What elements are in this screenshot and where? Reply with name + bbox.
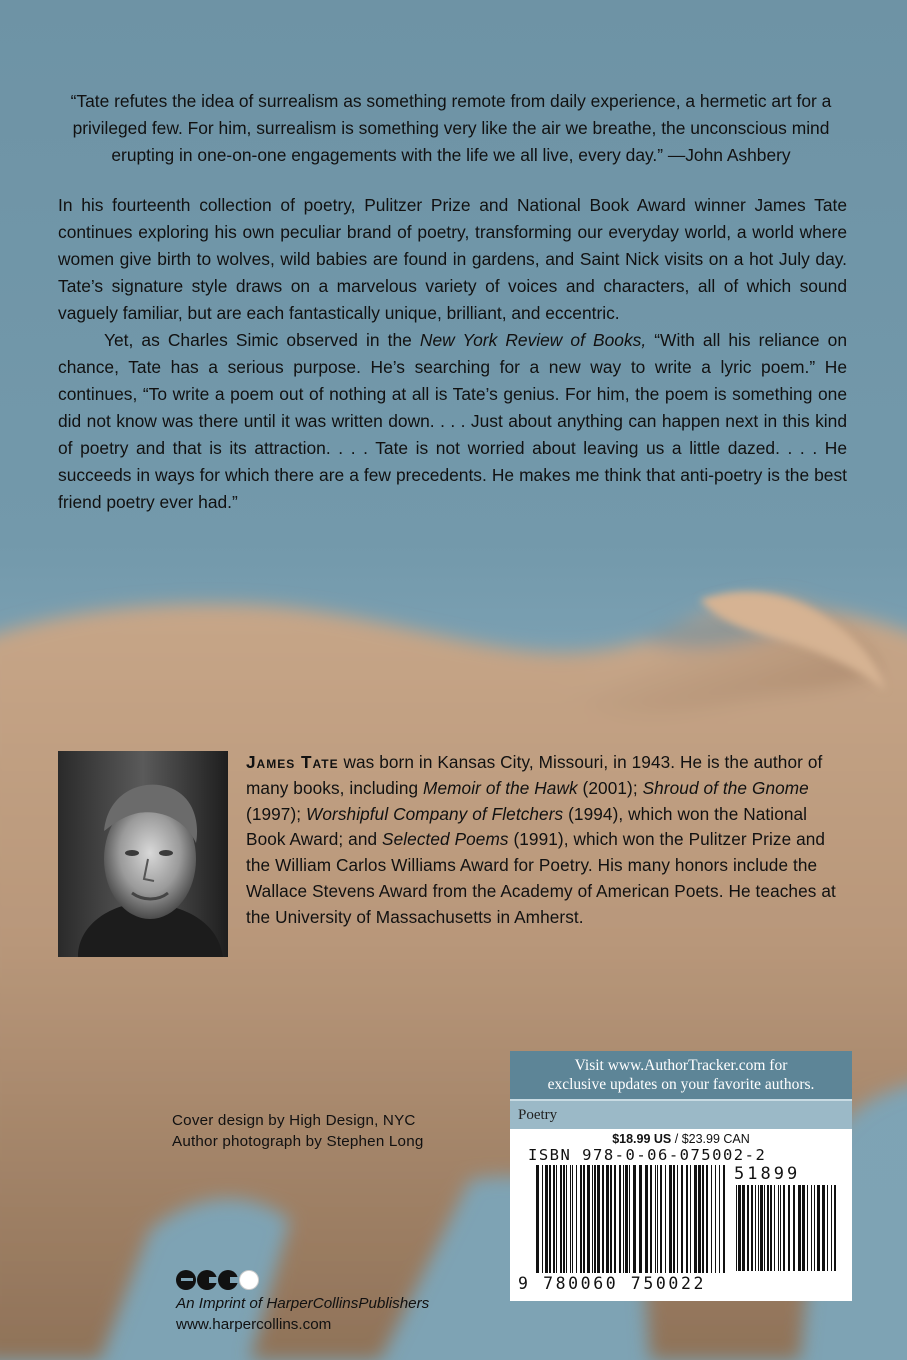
author-bio xyxy=(246,750,849,931)
barcode-bar xyxy=(576,1165,577,1273)
book-title-2: Shroud of the Gnome xyxy=(642,777,809,798)
barcode-bar xyxy=(639,1165,642,1273)
praise-quote xyxy=(45,88,857,169)
barcode-bar xyxy=(807,1185,808,1271)
price-us: $18.99 US xyxy=(612,1132,672,1146)
publisher-block xyxy=(176,1270,429,1335)
barcode-bar xyxy=(834,1185,836,1271)
barcode-bar xyxy=(758,1185,759,1271)
ecco-logo-c-icon xyxy=(218,1270,238,1290)
barcode-bar xyxy=(556,1165,557,1273)
barcode-bar xyxy=(542,1165,543,1273)
barcode-bar xyxy=(706,1165,708,1273)
isbn-number: ISBN 978-0-06-075002-2 xyxy=(528,1146,767,1164)
imprint-publishers: Publishers xyxy=(358,1295,430,1312)
ean-digits: 9 780060 750022 xyxy=(518,1274,707,1293)
credits xyxy=(172,1110,423,1152)
barcode-bar xyxy=(738,1185,741,1271)
barcode-box xyxy=(510,1129,852,1301)
barcode-bar xyxy=(553,1165,555,1273)
ecco-logo-e-icon xyxy=(176,1270,196,1290)
barcode-bar xyxy=(602,1165,604,1273)
barcode-bar xyxy=(592,1165,593,1273)
barcode-bar xyxy=(690,1165,691,1273)
author-name: James Tate xyxy=(246,752,339,772)
barcode-bar xyxy=(788,1185,790,1271)
barcode-bar xyxy=(760,1185,763,1271)
barcode-bar xyxy=(694,1165,697,1273)
barcode-bar xyxy=(610,1165,612,1273)
barcode-bar xyxy=(698,1165,701,1273)
author-photo xyxy=(58,751,228,957)
barcode-bar xyxy=(655,1165,656,1273)
barcode-bar xyxy=(560,1165,562,1273)
barcode-bar xyxy=(619,1165,621,1273)
paragraph-2-text-a: Yet, as Charles Simic observed in the xyxy=(104,330,420,350)
genre-box xyxy=(510,1099,852,1129)
barcode-bar xyxy=(570,1165,571,1273)
barcode-bar xyxy=(614,1165,616,1273)
barcode-bar xyxy=(751,1185,753,1271)
ean-barcode xyxy=(536,1165,726,1273)
description-paragraph-2 xyxy=(58,327,847,516)
ecco-logo-c-icon xyxy=(197,1270,217,1290)
imprint-text: An Imprint of HarperCollins xyxy=(176,1295,359,1312)
barcode-bar xyxy=(665,1165,666,1273)
barcode-bar xyxy=(686,1165,688,1273)
bio-text-2: (2001); xyxy=(577,777,643,798)
barcode-bar xyxy=(802,1185,805,1271)
barcode-addon-digits: 51899 xyxy=(734,1164,801,1184)
barcode-bar xyxy=(747,1185,749,1271)
barcode-bar xyxy=(623,1165,624,1273)
barcode-bar xyxy=(783,1185,785,1271)
author-tracker-line-2: exclusive updates on your favorite authors. xyxy=(547,1076,815,1093)
barcode-bar xyxy=(673,1165,675,1273)
barcode-bar xyxy=(645,1165,648,1273)
author-tracker-line-1: Visit www.AuthorTracker.com for xyxy=(574,1057,788,1074)
book-description xyxy=(58,192,847,516)
barcode-bar xyxy=(793,1185,795,1271)
barcode-bar xyxy=(774,1185,775,1271)
bio-text-4: (1994), which won the National Book Award; and xyxy=(246,803,808,850)
barcode-bar xyxy=(549,1165,551,1273)
author-tracker-banner xyxy=(510,1051,852,1099)
barcode-bar xyxy=(764,1185,765,1271)
barcode-bar xyxy=(660,1165,662,1273)
barcode-bar xyxy=(723,1165,725,1273)
barcode-bar xyxy=(822,1185,825,1271)
cover-design-credit: Cover design by High Design, NYC xyxy=(172,1112,416,1129)
book-title-1: Memoir of the Hawk xyxy=(423,777,578,798)
barcode-bar xyxy=(625,1165,628,1273)
paragraph-2-text-b: “With all his reliance on chance, Tate has a serious purpose. He’s searching for a new way to write a lyric poem.” He continues, “To write a poem out of nothing at all is Tate’s genius. For him, the poem is something one did not know was there until it was written down. . . . Just about anything can happen next in this kind of poetry and that is its attraction. . . . Tate is not worried about leaving us a little dazed. . . . He succeeds in ways for which there are a few precedents. He makes me think that anti-poetry is the best friend poetry ever had.” xyxy=(58,330,848,512)
barcode-bar xyxy=(755,1185,756,1271)
barcode-bar xyxy=(606,1165,609,1273)
quote-text: “Tate refutes the idea of surrealism as something remote from daily experience, a hermetic art for a privileged few. For him, surrealism is something very like the air we breathe, the unconscious mind erupting in one-on-one engagements with the life we all live, every day.” —John Ashbery xyxy=(70,91,832,165)
barcode-bar xyxy=(633,1165,636,1273)
barcode-bar xyxy=(566,1165,567,1273)
ecco-logo-o-icon xyxy=(239,1270,259,1290)
barcode-bar xyxy=(742,1185,745,1271)
photo-credit: Author photograph by Stephen Long xyxy=(172,1133,424,1150)
barcode-bar xyxy=(811,1185,812,1271)
barcode-bar xyxy=(767,1185,769,1271)
barcode-bar xyxy=(669,1165,672,1273)
barcode-bar xyxy=(778,1185,779,1271)
barcode-bar xyxy=(719,1165,720,1273)
barcode-bar xyxy=(536,1165,539,1273)
ecco-logo xyxy=(176,1270,429,1290)
barcode-bar xyxy=(594,1165,596,1273)
price xyxy=(510,1132,852,1146)
barcode-bar xyxy=(827,1185,828,1271)
barcode-bar xyxy=(677,1165,678,1273)
barcode-bar xyxy=(587,1165,590,1273)
barcode-bar xyxy=(814,1185,815,1271)
price-can: / $23.99 CAN xyxy=(671,1132,750,1146)
barcode-bar xyxy=(831,1185,832,1271)
bio-text-1: was born in Kansas City, Missouri, in 1943. He is the author of many books, including xyxy=(246,752,823,798)
barcode-bar xyxy=(711,1165,712,1273)
book-title-3: Worshipful Company of Fletchers xyxy=(306,803,564,824)
barcode-bar xyxy=(657,1165,658,1273)
barcode-bar xyxy=(798,1185,801,1271)
barcode-bar xyxy=(629,1165,630,1273)
barcode-bar xyxy=(545,1165,548,1273)
barcode-bar xyxy=(580,1165,582,1273)
addon-barcode xyxy=(736,1185,840,1271)
barcode-bar xyxy=(770,1185,772,1271)
barcode-bar xyxy=(817,1185,820,1271)
publisher-website[interactable]: www.harpercollins.com xyxy=(176,1316,332,1333)
barcode-bar xyxy=(583,1165,585,1273)
publication-title: New York Review of Books, xyxy=(419,330,647,350)
bio-text-5: (1991), which won the Pulitzer Prize and the William Carlos Williams Award for Poetry. His many honors include the Wallace Stevens Award from the Academy of American Poets. He teaches at the University of Massachusetts in Amherst. xyxy=(246,829,836,927)
barcode-bar xyxy=(702,1165,704,1273)
barcode-bar xyxy=(715,1165,716,1273)
barcode-bar xyxy=(780,1185,781,1271)
book-title-4: Selected Poems xyxy=(382,829,509,850)
barcode-bar xyxy=(597,1165,600,1273)
barcode-bar xyxy=(650,1165,652,1273)
barcode-bar xyxy=(563,1165,565,1273)
description-paragraph-1: In his fourteenth collection of poetry, Pulitzer Prize and National Book Award winner James Tate continues exploring his own peculiar brand of poetry, transforming our everyday world, a world where women give birth to wolves, wild babies are found in gardens, and Saint Nick visits on a hot July day. Tate’s signature style draws on a marvelous variety of voices and characters, all of which sound vaguely familiar, but are each fantastically unique, brilliant, and eccentric. xyxy=(58,195,847,323)
barcode-bar xyxy=(736,1185,737,1271)
imprint-line xyxy=(176,1294,429,1314)
genre-label: Poetry xyxy=(518,1107,558,1123)
barcode-bar xyxy=(681,1165,683,1273)
bio-text-3: (1997); xyxy=(246,803,307,824)
barcode-bar xyxy=(572,1165,573,1273)
